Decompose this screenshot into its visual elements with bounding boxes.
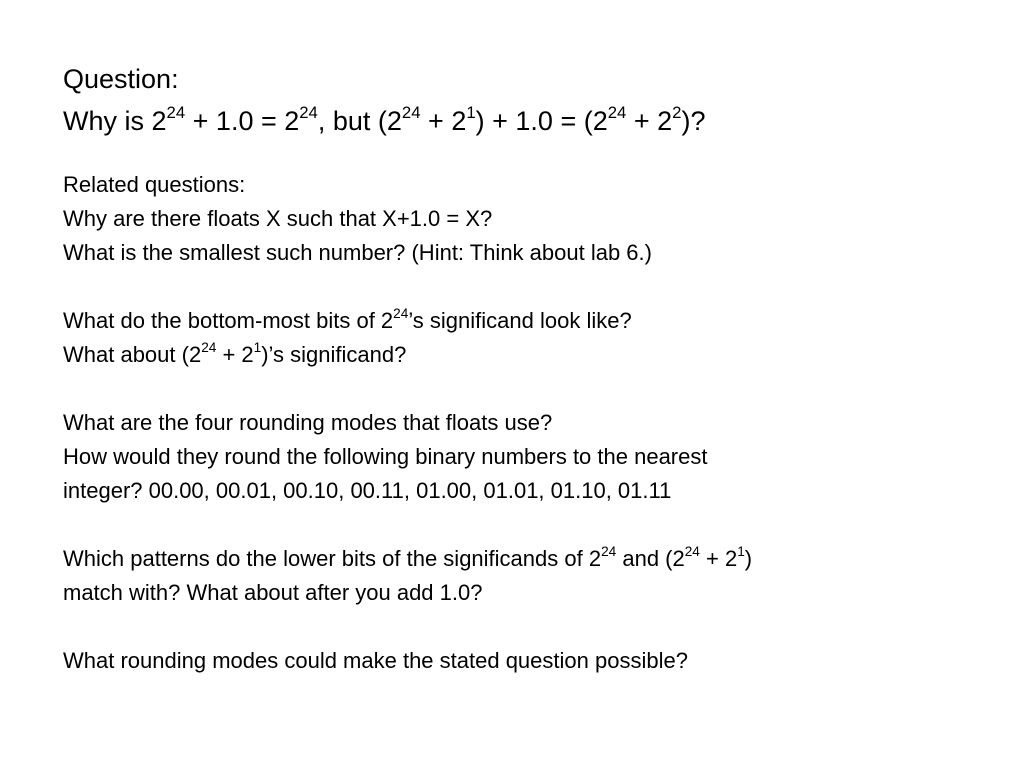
text-line: [63, 202, 1003, 236]
text-line: [63, 236, 1003, 270]
text-line: [63, 440, 1003, 474]
text-segment: What are the four rounding modes that floats use?: [63, 410, 553, 435]
paragraph-rounding-modes: [63, 406, 1003, 508]
text-line: [63, 576, 1003, 610]
text-segment: How would they round the following binary numbers to the nearest: [63, 444, 708, 469]
paragraph-significand-bits: [63, 304, 1003, 372]
superscript-exponent: 24: [201, 340, 217, 356]
text-segment: and (2: [616, 546, 685, 571]
text-line: [63, 338, 1003, 372]
superscript-exponent: 24: [393, 306, 409, 322]
text-segment: What about (2: [63, 342, 202, 367]
question-heading: Question:: [63, 64, 179, 94]
text-line: [63, 304, 1003, 338]
text-segment: , but (2: [317, 106, 402, 136]
text-segment: What do the bottom-most bits of 2: [63, 308, 394, 333]
text-segment: )?: [681, 106, 706, 136]
text-segment: + 2: [420, 106, 467, 136]
text-segment: What rounding modes could make the stated question possible?: [63, 648, 688, 673]
text-segment: Related questions:: [63, 172, 246, 197]
text-line: [63, 542, 1003, 576]
text-line: [63, 644, 1003, 678]
superscript-exponent: 24: [607, 103, 627, 123]
text-segment: Why are there floats X such that X+1.0 = X?: [63, 206, 493, 231]
paragraph-final-question: [63, 644, 1003, 678]
superscript-exponent: 2: [672, 103, 682, 123]
text-segment: ’s significand look like?: [408, 308, 632, 333]
text-segment: + 2: [626, 106, 673, 136]
spacer: [63, 372, 1003, 406]
text-segment: ) + 1.0 = (2: [475, 106, 608, 136]
text-line: [63, 406, 1003, 440]
text-segment: Which patterns do the lower bits of the significands of 2: [63, 546, 602, 571]
superscript-exponent: 1: [253, 340, 262, 356]
text-segment: What is the smallest such number? (Hint: Think about lab 6.): [63, 240, 652, 265]
superscript-exponent: 24: [166, 103, 186, 123]
spacer: [63, 142, 1003, 168]
question-main: [63, 100, 1003, 142]
paragraph-related-questions: [63, 168, 1003, 270]
superscript-exponent: 24: [401, 103, 421, 123]
text-line: [63, 474, 1003, 508]
paragraph-patterns: [63, 542, 1003, 610]
text-segment: ): [744, 546, 753, 571]
text-segment: Why is 2: [63, 106, 167, 136]
superscript-exponent: 24: [299, 103, 318, 123]
superscript-exponent: 1: [737, 544, 745, 560]
text-segment: match with? What about after you add 1.0?: [63, 580, 483, 605]
superscript-exponent: 1: [466, 103, 476, 123]
text-segment: integer? 00.00, 00.01, 00.10, 00.11, 01.00, 01.01, 01.10, 01.11: [63, 478, 672, 503]
text-segment: )’s significand?: [261, 342, 407, 367]
superscript-exponent: 24: [684, 544, 700, 560]
text-segment: + 1.0 = 2: [185, 106, 300, 136]
superscript-exponent: 24: [601, 544, 617, 560]
text-segment: + 2: [699, 546, 738, 571]
slide-content: [63, 58, 1003, 678]
spacer: [63, 270, 1003, 304]
spacer: [63, 610, 1003, 644]
text-segment: + 2: [216, 342, 254, 367]
spacer: [63, 508, 1003, 542]
text-line: [63, 168, 1003, 202]
